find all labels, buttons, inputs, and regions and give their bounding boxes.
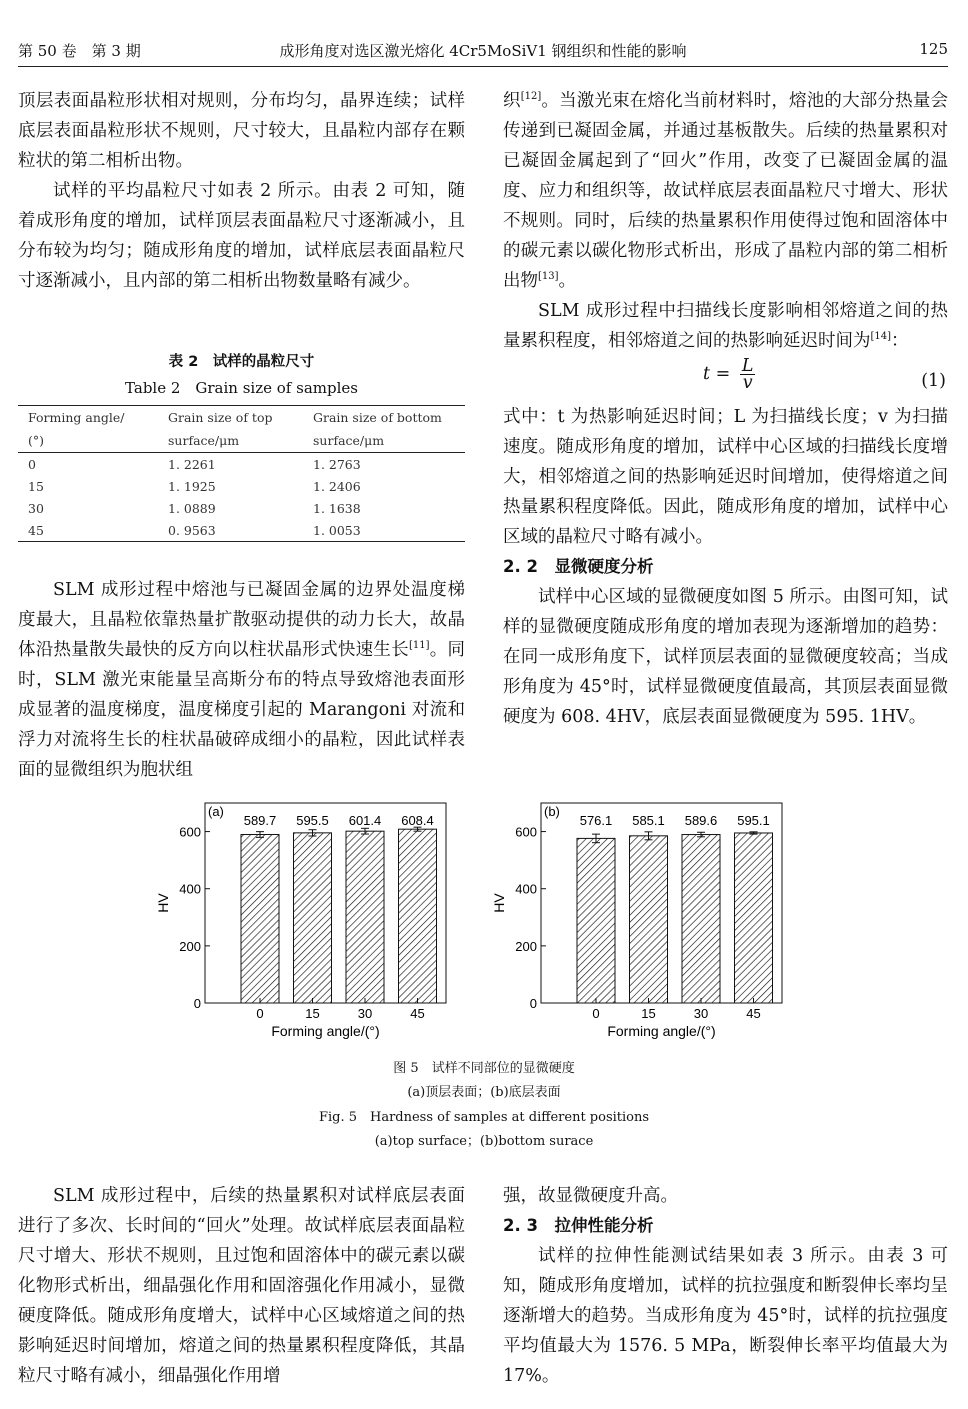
- bar: [735, 833, 773, 1003]
- bar: [577, 838, 615, 1003]
- citation: [13]: [538, 271, 559, 283]
- bar: [682, 835, 720, 1003]
- y-tick-label: 400: [515, 881, 537, 897]
- paragraph: 试样的平均晶粒尺寸如表 2 所示。由表 2 可知，随着成形角度的增加，试样顶层表面晶粒尺寸逐渐减小，且分布较为均匀；随成形角度的增加，试样底层表面晶粒尺寸逐渐减小，且内部的第二相析出物数量略有减少。: [18, 181, 465, 291]
- figure-caption-cn: 图 5 试样不同部位的显微硬度: [393, 1061, 575, 1076]
- x-tick-label: 30: [693, 1006, 709, 1021]
- y-tick-label: 600: [515, 824, 537, 840]
- bar: [399, 829, 437, 1003]
- y-tick-label: 200: [515, 938, 537, 954]
- x-tick-label: 0: [256, 1006, 264, 1021]
- paragraph-text: 。当激光束在熔化当前材料时，熔池的大部分热量会传递到已凝固金属，并通过基板散失。后续的热量累积对已凝固金属起到了“回火”作用，改变了已凝固金属的温度、应力和组织等，故试样底层表面晶粒尺寸增大、形状不规则。同时，后续的热量累积作用使得过饱和固溶体中的碳元素以碳化物形式析出，形成了晶粒内部的第二相析出物: [503, 91, 948, 291]
- x-tick-label: 0: [592, 1006, 600, 1021]
- running-header: [18, 40, 948, 66]
- table-header-cell: Forming angle/: [18, 406, 158, 430]
- x-tick-label: 45: [746, 1006, 761, 1021]
- paragraph-text: SLM 成形过程中扫描线长度影响相邻熔道之间的热量累积程度，相邻熔道之间的热影响延迟时间为: [503, 301, 948, 351]
- bar: [241, 835, 279, 1003]
- table-cell: 45: [18, 519, 158, 542]
- y-tick-label: 0: [193, 996, 201, 1011]
- data-label: 589.6: [684, 813, 718, 828]
- equation-lhs: t =: [703, 364, 731, 384]
- bar: [294, 833, 332, 1003]
- data-label: 595.1: [737, 813, 770, 828]
- right-column-bottom: [503, 1181, 948, 1391]
- table-cell: 1. 0889: [168, 500, 216, 516]
- figure-caption-en: Fig. 5 Hardness of samples at different positions: [318, 1110, 650, 1125]
- table-header-cell: Grain size of bottom: [303, 406, 465, 430]
- left-column-bottom: [18, 1181, 465, 1391]
- panel-label: (a): [208, 804, 224, 819]
- paragraph-text: 。: [558, 271, 577, 291]
- x-tick-label: 15: [641, 1006, 656, 1021]
- paragraph: 式中：t 为热影响延迟时间；L 为扫描线长度；v 为扫描速度。随成形角度的增加，试样中心区域的扫描线长度增大，相邻熔道之间的热影响延迟时间增加，使得熔道之间热量累积程度降低。因此，随成形角度的增加，试样中心区域的晶粒尺寸略有减小。: [503, 407, 948, 547]
- table-header-cell: surface/μm: [158, 429, 303, 453]
- table-cell: 0. 9563: [158, 519, 303, 542]
- equation-body: [703, 358, 755, 391]
- paragraph: 顶层表面晶粒形状相对规则，分布均匀，晶界连续；试样底层表面晶粒形状不规则，尺寸较大，且晶粒内部存在颗粒状的第二相析出物。: [18, 91, 465, 171]
- y-tick-label: 600: [179, 824, 201, 840]
- equation-fraction: [740, 358, 756, 391]
- header-rule: [18, 66, 948, 67]
- paragraph-text: 织: [503, 91, 521, 111]
- table-row: [18, 453, 465, 476]
- bar: [630, 836, 668, 1003]
- data-label: 585.1: [632, 813, 665, 828]
- figure-subcaption-cn: (a)顶层表面；(b)底层表面: [407, 1085, 561, 1100]
- y-axis-label: HV: [491, 893, 507, 913]
- table-cell: 1. 2763: [313, 456, 361, 472]
- citation: [14]: [870, 331, 892, 343]
- table-header-cell: Grain size of top: [158, 406, 303, 430]
- figure-5: [0, 795, 968, 1045]
- section-heading: 2. 3 拉伸性能分析: [503, 1216, 654, 1235]
- left-column-top: [18, 86, 465, 296]
- paragraph: [18, 575, 465, 785]
- table-row: [18, 475, 465, 497]
- table-header-cell: (°): [18, 429, 158, 453]
- paragraph: [503, 296, 948, 356]
- data-label: 589.7: [243, 813, 277, 828]
- table-header-row: [18, 429, 465, 453]
- citation: [12]: [520, 91, 542, 103]
- table-cell: 1. 2406: [313, 478, 361, 494]
- x-axis-label: Forming angle/(°): [271, 1023, 380, 1039]
- y-axis-label: HV: [155, 893, 171, 913]
- journal-volume-issue: 第 50 卷 第 3 期: [18, 42, 141, 60]
- bar-chart-panel-a: [155, 803, 446, 1039]
- table-caption-cn: 表 2 试样的晶粒尺寸: [168, 354, 315, 370]
- panel-label: (b): [544, 804, 560, 819]
- figure-subcaption-en: (a)top surface；(b)bottom surace: [374, 1134, 594, 1149]
- grain-size-table: [18, 405, 465, 542]
- paragraph: 强，故显微硬度升高。: [503, 1186, 678, 1206]
- paragraph-text: SLM 成形过程中熔池与已凝固金属的边界处温度梯度最大，且晶粒依靠热量扩散驱动提供的动力长大，故晶体沿热量散失最快的反方向以柱状晶形式快速生长: [18, 580, 465, 660]
- paragraph: SLM 成形过程中，后续的热量累积对试样底层表面进行了多次、长时间的“回火”处理。故试样底层表面晶粒尺寸增大、形状不规则，且过饱和固溶体中的碳元素以碳化物形式析出，细晶强化作用和固溶强化作用减小，显微硬度降低。随成形角度增大，试样中心区域熔道之间的热影响延迟时间增加，熔道之间的热量累积程度降低，其晶粒尺寸略有减小，细晶强化作用增: [18, 1186, 465, 1386]
- table-cell: 15: [28, 478, 44, 494]
- data-label: 601.4: [348, 813, 382, 828]
- citation: [11]: [408, 640, 430, 652]
- bar-chart-panel-b: [491, 803, 782, 1039]
- running-title: 成形角度对选区激光熔化 4Cr5MoSiV1 钢组织和性能的影响: [279, 42, 687, 60]
- right-column-top: [503, 86, 948, 732]
- y-tick-label: 200: [179, 938, 201, 954]
- data-label: 576.1: [579, 813, 613, 828]
- table-row: [18, 497, 465, 519]
- equation-denominator: v: [742, 373, 753, 393]
- table-cell: 1. 1925: [168, 478, 216, 494]
- paragraph: [503, 86, 948, 296]
- paragraph-text: ：: [891, 331, 909, 351]
- table-header-cell: surface/μm: [303, 429, 465, 453]
- y-tick-label: 400: [179, 881, 201, 897]
- x-tick-label: 30: [357, 1006, 373, 1021]
- section-heading: 2. 2 显微硬度分析: [503, 557, 654, 576]
- bar: [346, 831, 384, 1003]
- table-cell: 0: [28, 456, 36, 472]
- data-label: 608.4: [401, 813, 434, 828]
- y-tick-label: 0: [529, 996, 537, 1011]
- x-tick-label: 45: [410, 1006, 425, 1021]
- paragraph-text: 。同时，SLM 激光束能量呈高斯分布的特点导致熔池表面形成显著的温度梯度，温度梯度引起的 Marangoni 对流和浮力对流将生长的柱状晶破碎成细小的晶粒，因此试样表面的显微组织为胞状组: [18, 640, 466, 780]
- table-cell: 1. 2261: [168, 456, 216, 472]
- x-tick-label: 15: [305, 1006, 320, 1021]
- page-number: 125: [919, 40, 948, 58]
- table-cell: 1. 0053: [303, 519, 465, 542]
- paragraph: 试样中心区域的显微硬度如图 5 所示。由图可知，试样的显微硬度随成形角度的增加表现为逐渐增加的趋势：在同一成形角度下，试样顶层表面的显微硬度较高；当成形角度为 45°时，试样显微硬度值最高，其顶层表面显微硬度为 608. 4HV，底层表面显微硬度为 595. 1HV。: [503, 587, 948, 727]
- x-axis-label: Forming angle/(°): [607, 1023, 716, 1039]
- equation-1: [503, 356, 948, 402]
- hardness-bar-charts: [0, 795, 968, 1045]
- equation-numerator: L: [741, 356, 754, 376]
- table-caption-en: Table 2 Grain size of samples: [125, 379, 358, 397]
- paragraph: 试样的拉伸性能测试结果如表 3 所示。由表 3 可知，随成形角度增加，试样的抗拉强度和断裂伸长率均呈逐渐增大的趋势。当成形角度为 45°时，试样的抗拉强度平均值最大为 1576. 5 MPa，断裂伸长率平均值最大为 17%。: [503, 1246, 948, 1386]
- table-cell: 1. 1638: [313, 500, 361, 516]
- left-column-mid: [18, 575, 465, 785]
- table-row: [18, 519, 465, 542]
- equation-number: (1): [921, 371, 946, 391]
- table-header-row: [18, 406, 465, 430]
- table-cell: 30: [28, 500, 44, 516]
- data-label: 595.5: [296, 813, 329, 828]
